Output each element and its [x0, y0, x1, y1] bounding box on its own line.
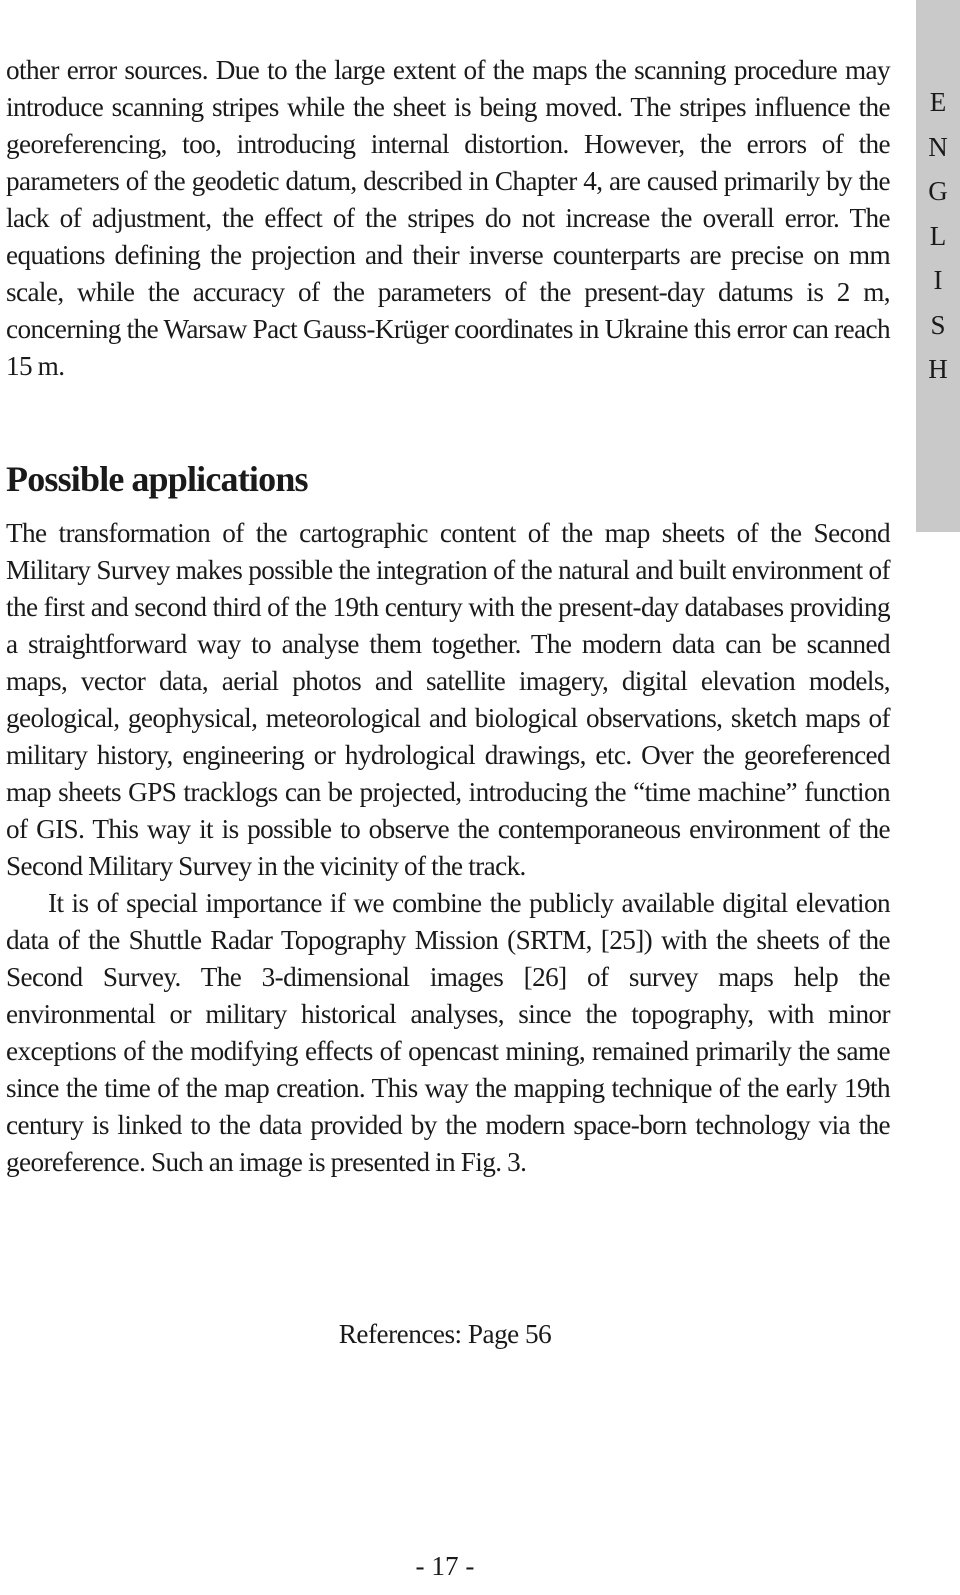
lang-letter: I: [933, 265, 943, 295]
references-note: References: Page 56: [338, 1319, 552, 1349]
lang-letter: L: [929, 220, 947, 251]
lang-letter: S: [930, 309, 946, 340]
lang-letter: H: [928, 354, 948, 384]
body-paragraph-3: It is of special importance if we combine the publicly available digital elevation data of the Shuttle Radar Topography Mission (SRTM, [25]) with the sheets of the Second Survey. The 3-dimensional images [26] of survey maps help the environmental or military historical analyses, since the topography, with minor exceptions of the modifying effects of opencast mining, remained primarily the same since the time of the map creation. This way the mapping technique of the early 19th century is linked to the data provided by the modern space-born technology via the georeference. Such an image is presented in Fig. 3.: [6, 888, 890, 1177]
section-heading: Possible applications: [6, 459, 308, 499]
language-label: [916, 80, 960, 392]
lang-letter: N: [928, 131, 948, 162]
body-paragraph-1: other error sources. Due to the large extent of the maps the scanning procedure may introduce scanning stripes while the sheet is being moved. The stripes influence the georeferencing, too, introducing internal distortion. However, the errors of the parameters of the geodetic datum, described in Chapter 4, are caused primarily by the lack of adjustment, the effect of the stripes do not increase the overall error. The equations defining the projection and their inverse counterparts are precise on mm scale, while the accuracy of the parameters of the present-day datums is 2 m, concerning the Warsaw Pact Gauss-Krüger coordinates in Ukraine this error can reach 15 m.: [6, 55, 890, 381]
body-paragraph-2: The transformation of the cartographic content of the map sheets of the Second Military Survey makes possible the integration of the natural and built environment of the first and second third of the 19th century with the present-day databases providing a straightforward way to analyse them together. The modern data can be scanned maps, vector data, aerial photos and satellite imagery, digital elevation models, geological, geophysical, meteorological and biological observations, sketch maps of military history, engineering or hydrological drawings, etc. Over the georeferenced map sheets GPS tracklogs can be projected, introducing the “time machine” function of GIS. This way it is possible to observe the contemporaneous environment of the Second Military Survey in the vicinity of the track.: [6, 518, 890, 881]
language-side-tab: [916, 0, 960, 532]
lang-letter: G: [928, 176, 948, 206]
lang-letter: E: [929, 87, 947, 117]
main-text-column: [6, 52, 890, 1181]
page-number: - 17 -: [415, 1551, 475, 1581]
